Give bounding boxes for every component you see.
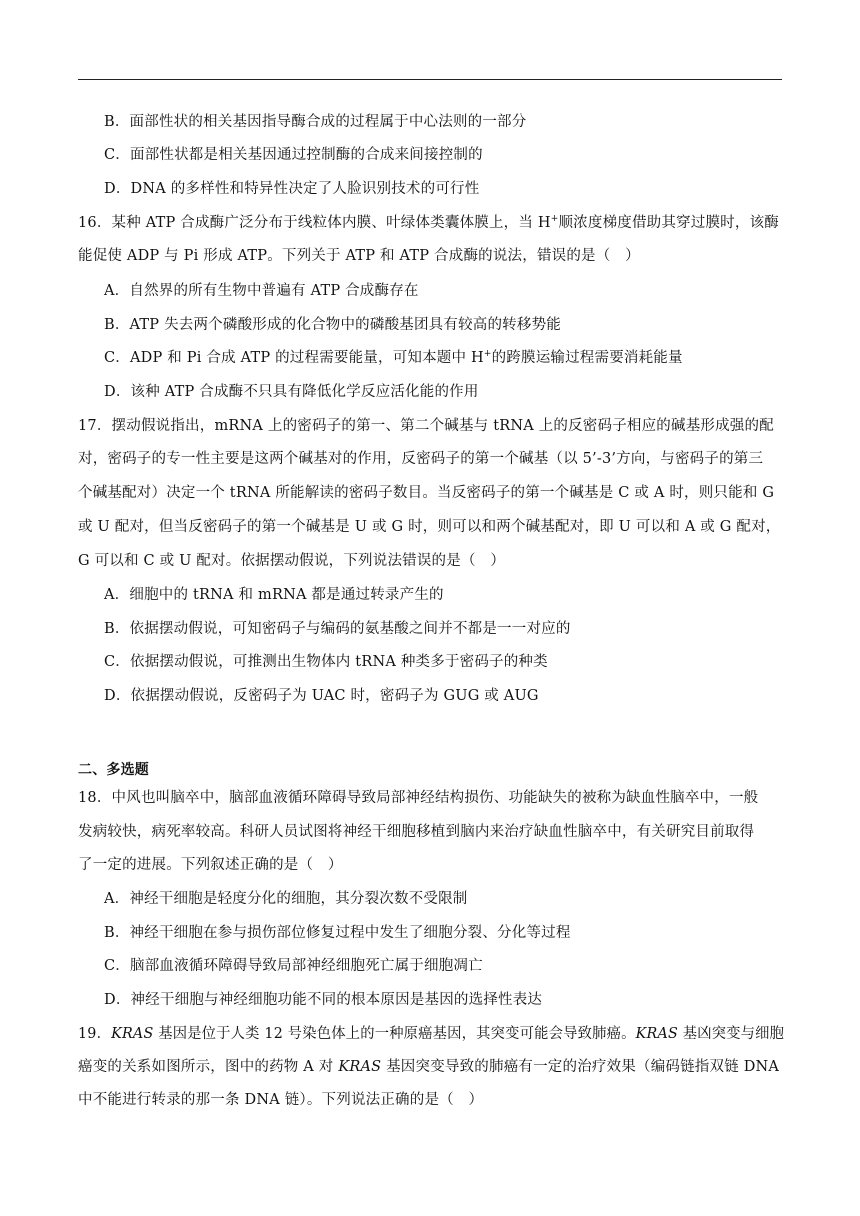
q18-stem-line3: 了一定的进展。下列叙述正确的是（ ）: [78, 857, 343, 873]
q18-stem-line1: 18．中风也叫脑卒中，脑部血液循环障碍导致局部神经结构损伤、功能缺失的被称为缺血性脑卒中，一般: [78, 790, 759, 806]
q16-option-a: A．自然界的所有生物中普遍有 ATP 合成酶存在: [104, 283, 419, 299]
q17-stem-line5: G 可以和 C 或 U 配对。依据摆动假说，下列说法错误的是（ ）: [78, 553, 506, 569]
q17-option-d: D．依据摆动假说，反密码子为 UAC 时，密码子为 GUG 或 AUG: [104, 688, 539, 704]
gene-name: KRAS: [111, 1026, 154, 1042]
q17-stem-line3: 个碱基配对）决定一个 tRNA 所能解读的密码子数目。当反密码子的第一个碱基是 C 或 A 时，则只能和 G: [78, 485, 775, 501]
q18-stem-line2: 发病较快，病死率较高。科研人员试图将神经干细胞移植到脑内来治疗缺血性脑卒中，有关研究目前取得: [78, 824, 755, 840]
q16-option-b: B．ATP 失去两个磷酸形成的化合物中的磷酸基团具有较高的转移势能: [104, 317, 561, 333]
q15-option-d: D．DNA 的多样性和特异性决定了人脸识别技术的可行性: [104, 181, 480, 197]
gene-name: KRAS: [635, 1026, 678, 1042]
q18-option-c: C．脑部血液循环障碍导致局部神经细胞死亡属于细胞凋亡: [104, 958, 483, 974]
header-rule: [78, 79, 782, 80]
q17-option-b: B．依据摆动假说，可知密码子与编码的氨基酸之间并不都是一一对应的: [104, 621, 571, 637]
q17-option-c: C．依据摆动假说，可推测出生物体内 tRNA 种类多于密码子的种类: [104, 654, 548, 670]
q19-stem-line3: 中不能进行转录的那一条 DNA 链）。下列说法正确的是（ ）: [78, 1092, 484, 1108]
q15-option-c: C．面部性状都是相关基因通过控制酶的合成来间接控制的: [104, 147, 483, 163]
q17-option-a: A．细胞中的 tRNA 和 mRNA 都是通过转录产生的: [104, 587, 444, 603]
q16-stem-line2: 能促使 ADP 与 Pi 形成 ATP。下列关于 ATP 和 ATP 合成酶的说法，错误的是（ ）: [78, 248, 640, 264]
q19-stem-line1: 19．KRAS 基因是位于人类 12 号染色体上的一种原癌基因，其突变可能会导致肺癌。KRAS 基凶突变与细胞: [78, 1026, 785, 1042]
q17-stem-line1: 17．摆动假说指出，mRNA 上的密码子的第一、第二个碱基与 tRNA 上的反密码子相应的碱基形成强的配: [78, 418, 774, 434]
q16-option-c: C．ADP 和 Pi 合成 ATP 的过程需要能量，可知本题中 H+的跨膜运输过程需要消耗能量: [104, 349, 683, 366]
q18-option-a: A．神经干细胞是轻度分化的细胞，其分裂次数不受限制: [104, 891, 468, 907]
q19-stem-line2: 癌变的关系如图所示，图中的药物 A 对 KRAS 基因突变导致的肺癌有一定的治疗效果（编码链指双链 DNA: [78, 1059, 780, 1075]
gene-name: KRAS: [338, 1059, 382, 1075]
q18-option-b: B．神经干细胞在参与损伤部位修复过程中发生了细胞分裂、分化等过程: [104, 925, 571, 941]
q18-option-d: D．神经干细胞与神经细胞功能不同的根本原因是基因的选择性表达: [104, 992, 543, 1008]
q16-stem-line1: 16．某种 ATP 合成酶广泛分布于线粒体内膜、叶绿体类囊体膜上，当 H+顺浓度梯度借助其穿过膜时，该酶: [78, 214, 779, 231]
q16-option-d: D．该种 ATP 合成酶不只具有降低化学反应活化能的作用: [104, 384, 479, 400]
q17-stem-line2: 对，密码子的专一性主要是这两个碱基对的作用，反密码子的第一个碱基（以 5’-3’方向，与密码子的第三: [78, 451, 764, 467]
q15-option-b: B．面部性状的相关基因指导酶合成的过程属于中心法则的一部分: [104, 114, 527, 130]
section-title: 二、多选题: [78, 762, 149, 778]
q17-stem-line4: 或 U 配对，但当反密码子的第一个碱基是 U 或 G 时，则可以和两个碱基配对，即 U 可以和 A 或 G 配对，: [78, 519, 781, 535]
